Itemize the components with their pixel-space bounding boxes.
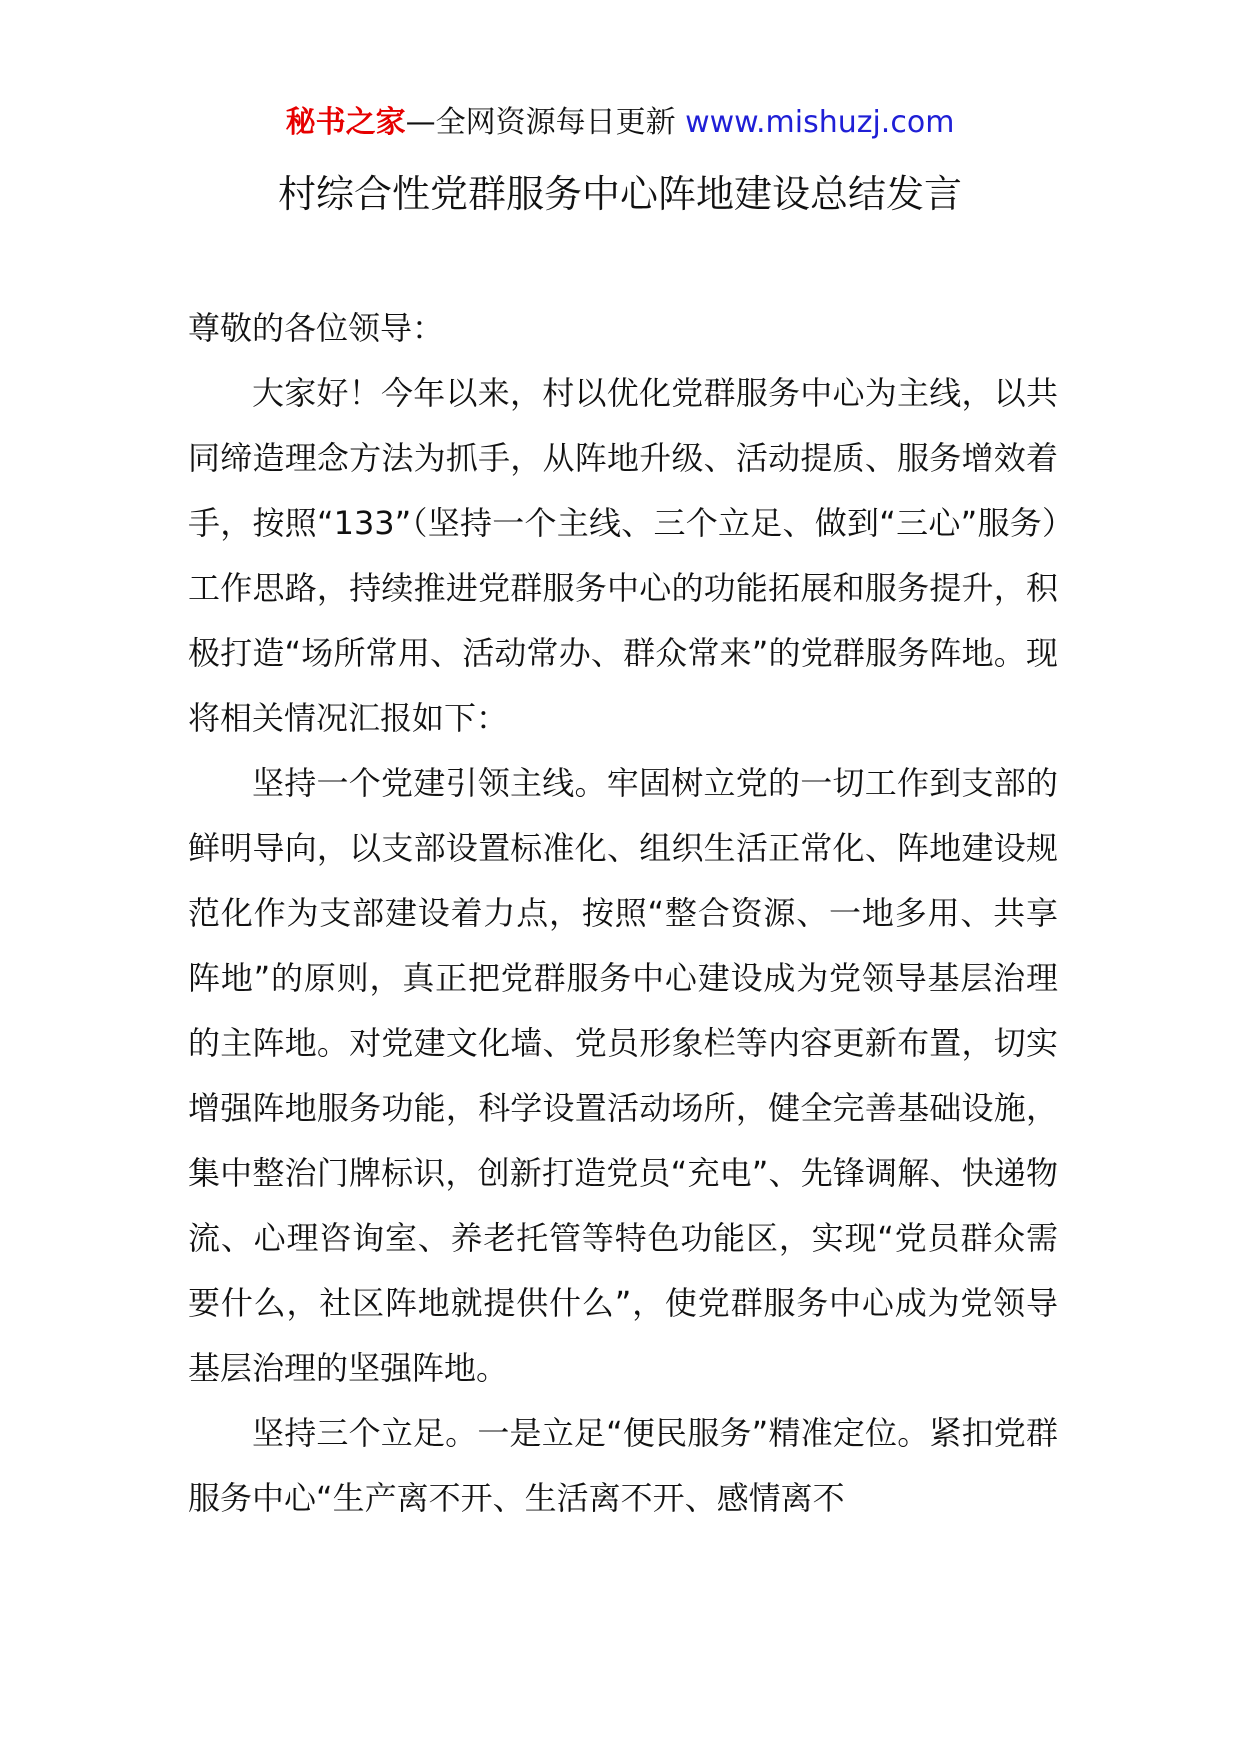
paragraph-main-line: 坚持一个党建引领主线。牢固树立党的一切工作到支部的鲜明导向，以支部设置标准化、组织生活正常化、阵地建设规范化作为支部建设着力点，按照“整合资源、一地多用、共享阵地”的原则，真正把党群服务中心建设成为党领导基层治理的主阵地。对党建文化墙、党员形象栏等内容更新布置，切实增强阵地服务功能，科学设置活动场所，健全完善基础设施，集中整治门牌标识，创新打造党员“充电”、先锋调解、快递物流、心理咨询室、养老托管等特色功能区，实现“党员群众需要什么，社区阵地就提供什么”，使党群服务中心成为党领导基层治理的坚强阵地。 [188,764,1058,1387]
site-slogan: —全网资源每日更新 [405,105,676,140]
document-body [188,296,1058,1531]
paragraph-three-bases: 坚持三个立足。一是立足“便民服务”精准定位。紧扣党群服务中心“生产离不开、生活离不开、感情离不 [188,1414,1058,1517]
site-brand: 秘书之家 [285,105,406,140]
site-url-link[interactable]: www.mishuzj.com [675,105,955,140]
site-header [0,103,1240,143]
document-title: 村综合性党群服务中心阵地建设总结发言 [277,172,962,216]
salutation: 尊敬的各位领导： [188,309,445,347]
paragraph-intro: 大家好！今年以来，村以优化党群服务中心为主线，以共同缔造理念方法为抓手，从阵地升级、活动提质、服务增效着手，按照“133”（坚持一个主线、三个立足、做到“三心”服务）工作思路，持续推进党群服务中心的功能拓展和服务提升，积极打造“场所常用、活动常办、群众常来”的党群服务阵地。现将相关情况汇报如下： [188,374,1058,737]
